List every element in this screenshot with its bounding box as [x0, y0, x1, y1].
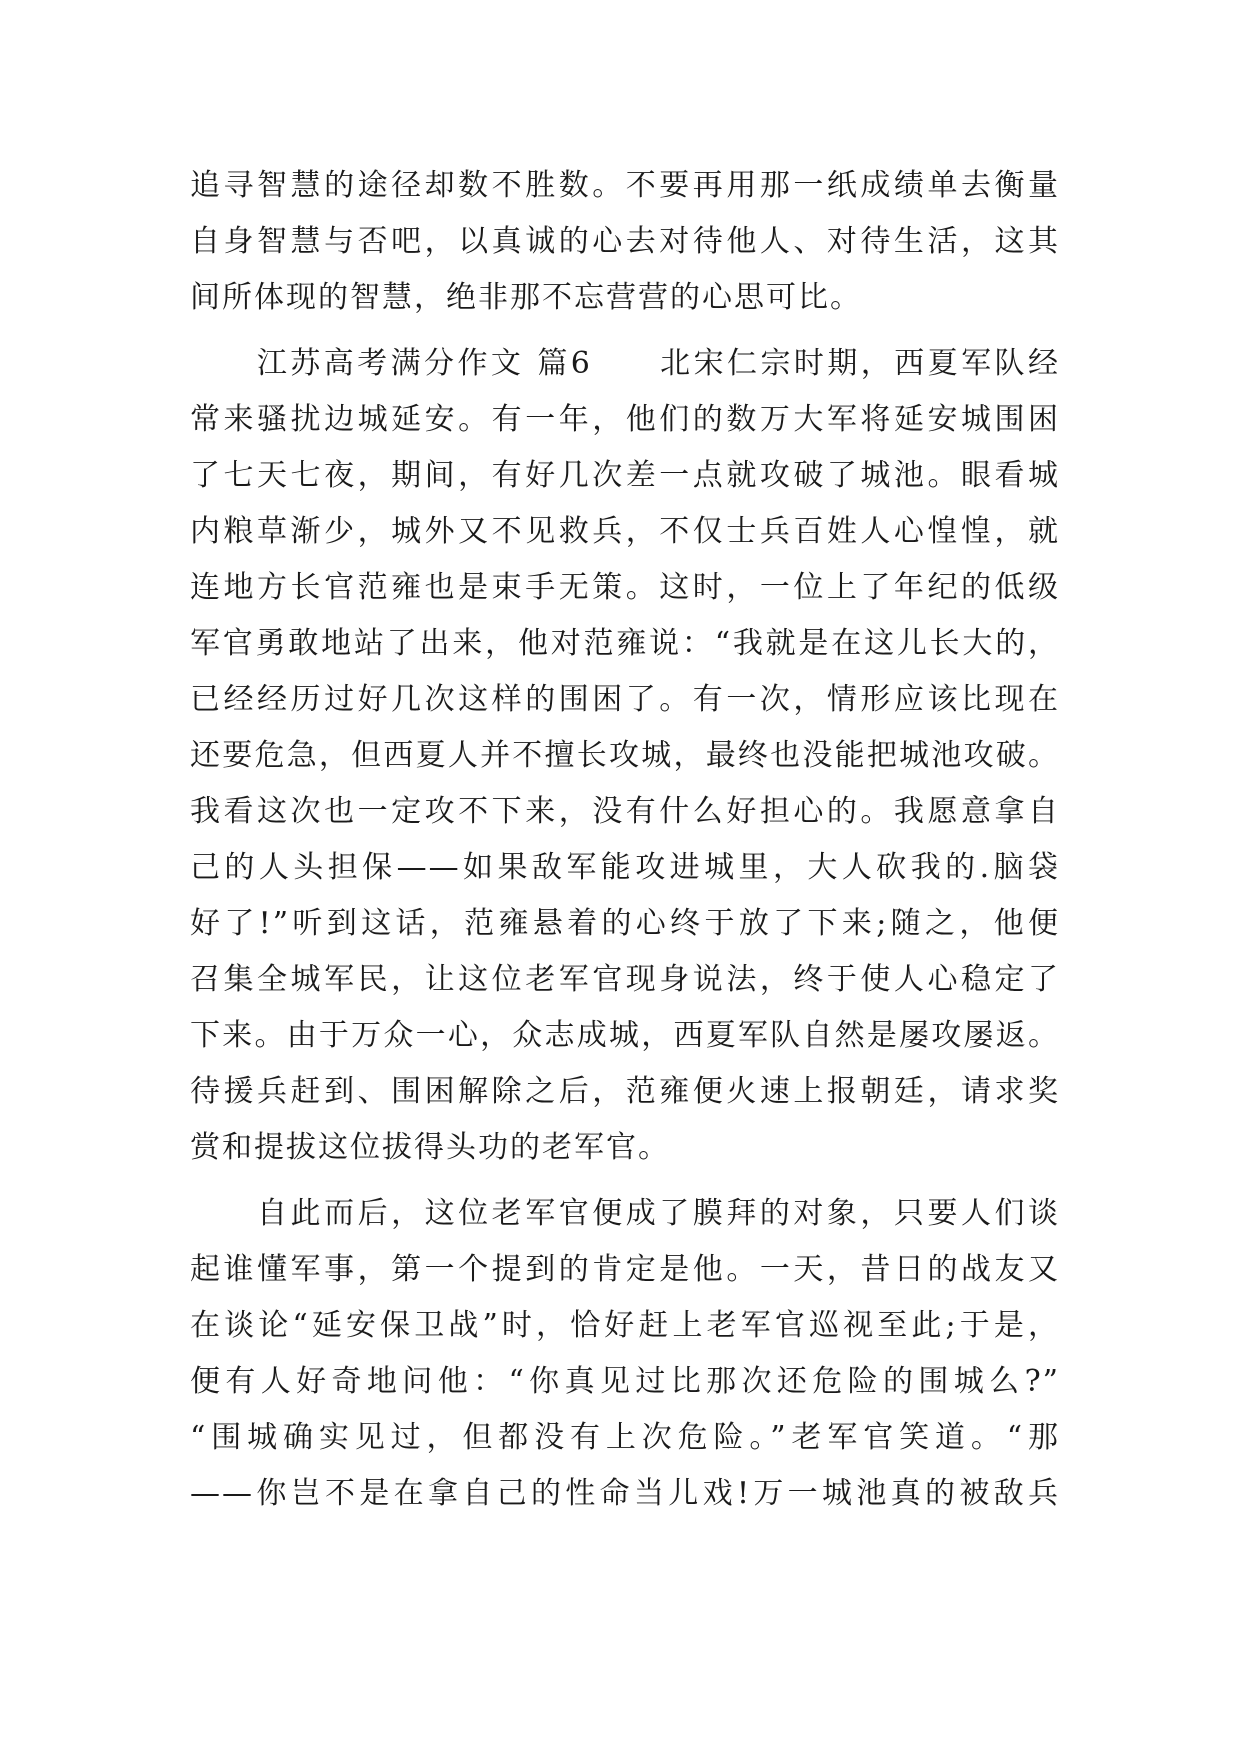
text-line: 起谁懂军事，第一个提到的肯定是他。一天，昔日的战友又 — [190, 1252, 1060, 1287]
text-line: 在谈论“延安保卫战”时，恰好赶上老军官巡视至此;于是， — [190, 1308, 1060, 1343]
text-line: 还要危急，但西夏人并不擅长攻城，最终也没能把城池攻破。 — [190, 738, 1060, 773]
text-line: 召集全城军民，让这位老军官现身说法，终于使人心稳定了 — [190, 962, 1060, 997]
text-line: 内粮草渐少，城外又不见救兵，不仅士兵百姓人心惶惶，就 — [190, 514, 1060, 549]
text-line: ——你岂不是在拿自己的性命当儿戏!万一城池真的被敌兵 — [190, 1476, 1060, 1511]
text-line: 好了!”听到这话，范雍悬着的心终于放了下来;随之，他便 — [190, 906, 1060, 941]
paragraph-1 — [190, 158, 1060, 326]
paragraph-2 — [190, 336, 1060, 1176]
text-line: 己的人头担保——如果敌军能攻进城里，大人砍我的.脑袋 — [190, 850, 1060, 885]
text-line: 江苏高考满分作文 篇6 北宋仁宗时期，西夏军队经 — [190, 346, 1060, 381]
text-line: 自身智慧与否吧，以真诚的心去对待他人、对待生活，这其 — [190, 224, 1060, 259]
text-line: 我看这次也一定攻不下来，没有什么好担心的。我愿意拿自 — [190, 794, 1060, 829]
text-line: 便有人好奇地问他：“你真见过比那次还危险的围城么?” — [190, 1364, 1060, 1399]
text-line: 连地方长官范雍也是束手无策。这时，一位上了年纪的低级 — [190, 570, 1060, 605]
text-line: 赏和提拔这位拔得头功的老军官。 — [190, 1130, 670, 1165]
text-line: 了七天七夜，期间，有好几次差一点就攻破了城池。眼看城 — [190, 458, 1060, 493]
text-line: 间所体现的智慧，绝非那不忘营营的心思可比。 — [190, 280, 862, 315]
text-line: 待援兵赶到、围困解除之后，范雍便火速上报朝廷，请求奖 — [190, 1074, 1060, 1109]
text-line: 追寻智慧的途径却数不胜数。不要再用那一纸成绩单去衡量 — [190, 168, 1060, 203]
article-body — [190, 158, 1060, 1522]
text-line: 下来。由于万众一心，众志成城，西夏军队自然是屡攻屡返。 — [190, 1018, 1060, 1053]
text-line: 自此而后，这位老军官便成了膜拜的对象，只要人们谈 — [190, 1196, 1060, 1231]
text-line: 已经经历过好几次这样的围困了。有一次，情形应该比现在 — [190, 682, 1060, 717]
text-line: 常来骚扰边城延安。有一年，他们的数万大军将延安城围困 — [190, 402, 1060, 437]
text-line: “围城确实见过，但都没有上次危险。”老军官笑道。“那 — [190, 1420, 1060, 1455]
text-line: 军官勇敢地站了出来，他对范雍说：“我就是在这儿长大的， — [190, 626, 1060, 661]
paragraph-3 — [190, 1186, 1060, 1522]
